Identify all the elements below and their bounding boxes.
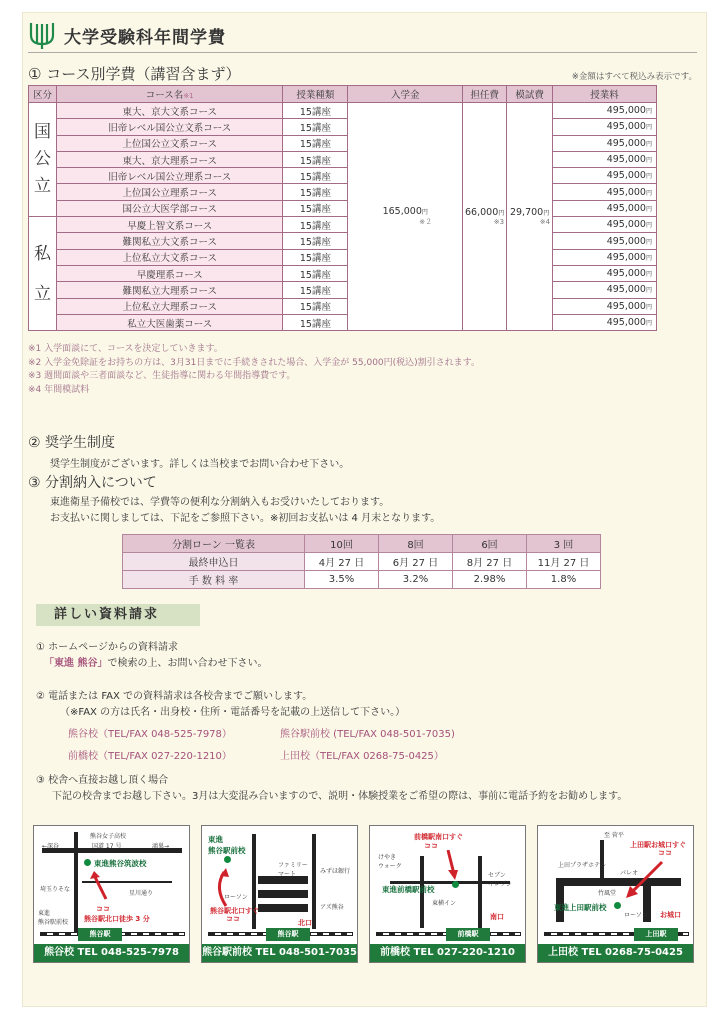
installment-section xyxy=(28,472,440,527)
header-course-ref: ※1 xyxy=(183,92,194,100)
map-walk: 上田駅お城口すぐ xyxy=(630,841,686,849)
map-maebashi xyxy=(369,825,526,963)
map-school: 東進熊谷筑波校 xyxy=(94,859,147,868)
map-exit: お城口 xyxy=(660,911,681,919)
loan-header-cell: 3 回 xyxy=(527,535,601,553)
search-keyword: 「東進 熊谷」 xyxy=(44,658,108,669)
course-type: 15講座 xyxy=(283,151,348,167)
request-web xyxy=(36,640,267,672)
map-here: ココ xyxy=(96,905,110,913)
map-ueda xyxy=(537,825,694,963)
yen-unit: 円 xyxy=(645,320,652,327)
course-type: 15講座 xyxy=(283,265,348,281)
header-course xyxy=(56,86,283,103)
tuition-fee-cell xyxy=(553,200,657,216)
tuition-fee-cell xyxy=(553,119,657,135)
request-phone xyxy=(36,689,520,765)
yen-unit: 円 xyxy=(421,209,428,217)
map-label: パレオ xyxy=(620,870,639,877)
yen-unit: 円 xyxy=(645,108,652,116)
course-name: 国公立大医学部コース xyxy=(56,200,283,216)
school-marker xyxy=(452,881,459,888)
fee-note: ※3 週間面談や三者面談など、生徒指導に関わる年間指導費です。 xyxy=(28,371,296,381)
course-name: 私立大医歯薬コース xyxy=(56,314,283,330)
loan-header-cell: 6回 xyxy=(453,535,527,553)
tuition-fee-cell xyxy=(553,233,657,249)
fee-table-header-row xyxy=(29,86,657,103)
tuition-fee: 495,000 xyxy=(606,219,646,231)
course-name: 上位国公立理系コース xyxy=(56,184,283,200)
tuition-fee-cell xyxy=(553,135,657,151)
map-label: 竹風堂 xyxy=(598,890,617,897)
map-road xyxy=(312,834,316,929)
fee-table-row xyxy=(29,265,657,281)
fee-notes xyxy=(28,343,480,397)
request-visit-body: 下記の校舎までお越し下さい。3月は大変混み合いますので、説明・体験授業をご希望の際は、事前に電話予約をお勧めします。 xyxy=(52,791,628,802)
installment-body-2: お支払いに関しましては、下記をご参照下さい。※初回お支払いは 4 月末となります。 xyxy=(50,513,441,524)
map-label: ローソン xyxy=(224,894,248,901)
loan-header-row xyxy=(123,535,601,553)
map-label: みずほ銀行 xyxy=(320,868,351,875)
course-type: 15講座 xyxy=(283,135,348,151)
map-exit: 南口 xyxy=(490,913,504,921)
map-label: 東進 熊谷駅前校 xyxy=(38,910,69,926)
phone-maebashi[interactable]: 前橋校（TEL/FAX 027-220-1210） xyxy=(68,751,232,762)
map-station: 前橋駅 xyxy=(446,928,490,941)
homeroom-ref: ※3 xyxy=(493,218,505,227)
tuition-fee-cell xyxy=(553,298,657,314)
yen-unit: 円 xyxy=(543,210,550,218)
map-footer: 熊谷駅前校 TEL 048-501-7035 xyxy=(202,944,357,962)
tuition-fee: 495,000 xyxy=(606,317,646,328)
scholarship-title: ② 奨学生制度 xyxy=(28,435,116,451)
fee-table-row xyxy=(29,119,657,135)
school-marker xyxy=(614,902,621,909)
course-name: 上位私立大理系コース xyxy=(56,298,283,314)
course-type: 15講座 xyxy=(283,168,348,184)
map-label: ←深谷 xyxy=(42,843,60,850)
tuition-fee: 495,000 xyxy=(606,251,646,263)
loan-header-cell: 分割ローン 一覧表 xyxy=(123,535,305,553)
map-label: セブン イレブン xyxy=(488,872,512,888)
header-divider xyxy=(28,52,697,53)
homeroom-fee-cell xyxy=(463,103,507,331)
request-web-title: ① ホームページからの資料請求 xyxy=(36,642,178,653)
course-fee-table xyxy=(28,85,657,331)
yen-unit: 円 xyxy=(645,189,652,197)
yen-unit: 円 xyxy=(645,124,652,132)
yen-unit: 円 xyxy=(645,205,652,213)
tuition-fee: 495,000 xyxy=(606,170,646,182)
map-road xyxy=(74,832,78,932)
course-type: 15講座 xyxy=(283,217,348,233)
map-label: 東横イン xyxy=(432,900,457,907)
mock-fee-cell xyxy=(507,103,553,331)
request-visit-title: ③ 校舎へ直接お越し頂く場合 xyxy=(36,775,169,786)
request-web-body: で検索の上、お問い合わせ下さい。 xyxy=(107,658,268,669)
tuition-fee: 495,000 xyxy=(606,268,646,280)
toshin-logo-icon xyxy=(28,20,56,50)
map-label: 至 菅平 xyxy=(604,832,624,839)
page-title: 大学受験科年間学費 xyxy=(64,27,226,48)
yen-unit: 円 xyxy=(645,157,652,165)
page-header xyxy=(28,20,226,50)
request-visit xyxy=(36,773,627,805)
entrance-fee: 165,000 xyxy=(382,206,422,218)
phone-kumagaya-ekimae[interactable]: 熊谷駅前校 (TEL/FAX 048-501-7035) xyxy=(280,729,455,740)
map-here: ココ xyxy=(226,915,240,923)
header-homeroom: 担任費 xyxy=(463,86,507,103)
tuition-fee-cell xyxy=(553,184,657,200)
map-walk: 前橋駅南口すぐ xyxy=(414,833,463,841)
tax-note: ※金額はすべて税込み表示です。 xyxy=(571,72,697,82)
map-row xyxy=(33,825,693,965)
entrance-ref: ※２ xyxy=(419,218,433,227)
tuition-fee: 495,000 xyxy=(606,121,646,133)
map-exit: 北口 xyxy=(298,919,312,927)
fee-note: ※1 入学面談にて、コースを決定していきます。 xyxy=(28,344,223,354)
installment-body-1: 東進衛星予備校では、学費等の便利な分割納入もお受けいたしております。 xyxy=(50,497,390,508)
map-label: けやき ウォーク xyxy=(378,854,402,870)
homeroom-fee: 66,000 xyxy=(465,207,499,219)
category-public: 国 公 立 xyxy=(29,103,57,217)
fee-table-row xyxy=(29,249,657,265)
map-label: 鴻巣→ xyxy=(152,843,170,850)
fee-note: ※4 年間模試料 xyxy=(28,384,90,395)
map-footer: 上田校 TEL 0268-75-0425 xyxy=(538,944,693,962)
loan-cell: 2.98% xyxy=(453,571,527,589)
mock-fee: 29,700 xyxy=(509,207,544,219)
course-type: 15講座 xyxy=(283,233,348,249)
course-name: 難関私立大理系コース xyxy=(56,282,283,298)
loan-cell: 最終申込日 xyxy=(123,553,305,571)
tuition-fee: 495,000 xyxy=(606,137,646,149)
phone-list xyxy=(68,727,520,765)
loan-cell: 4月 27 日 xyxy=(305,553,379,571)
phone-kumagaya[interactable]: 熊谷校（TEL/FAX 048-525-7978） xyxy=(68,729,232,740)
yen-unit: 円 xyxy=(645,303,652,311)
loan-header-cell: 8回 xyxy=(379,535,453,553)
tuition-fee-cell xyxy=(553,151,657,167)
yen-unit: 円 xyxy=(645,173,652,181)
course-name: 旧帝レベル国公立文系コース xyxy=(56,119,283,135)
map-here: ココ xyxy=(658,849,672,857)
fee-table-row xyxy=(29,184,657,200)
course-name: 早慶上智文系コース xyxy=(56,217,283,233)
fee-table-row xyxy=(29,135,657,151)
map-here: ココ xyxy=(424,842,438,850)
yen-unit: 円 xyxy=(645,222,652,230)
loan-cell: 3.2% xyxy=(379,571,453,589)
loan-cell: 8月 27 日 xyxy=(453,553,527,571)
fee-table-row xyxy=(29,282,657,298)
fee-table-row xyxy=(29,151,657,167)
map-footer: 熊谷校 TEL 048-525-7978 xyxy=(34,944,189,962)
school-marker xyxy=(224,856,231,863)
loan-cell: 手 数 料 率 xyxy=(123,571,305,589)
loan-row xyxy=(123,571,601,589)
course-type: 15講座 xyxy=(283,103,348,119)
map-label: 国道 17 号 xyxy=(92,843,122,850)
yen-unit: 円 xyxy=(645,140,652,148)
yen-unit: 円 xyxy=(645,238,652,246)
header-entrance: 入学金 xyxy=(348,86,463,103)
map-station: 熊谷駅 xyxy=(266,928,310,941)
course-type: 15講座 xyxy=(283,282,348,298)
map-walk: 熊谷駅北口すぐ xyxy=(210,907,259,915)
map-station: 上田駅 xyxy=(634,928,678,941)
loan-row xyxy=(123,553,601,571)
course-name: 上位私立大文系コース xyxy=(56,249,283,265)
map-road xyxy=(478,856,482,928)
header-course-label: コース名 xyxy=(145,90,184,101)
tuition-fee: 495,000 xyxy=(606,235,646,247)
course-name: 東大、京大理系コース xyxy=(56,151,283,167)
tuition-fee-cell xyxy=(553,103,657,119)
map-road xyxy=(258,890,308,898)
header-category: 区分 xyxy=(29,86,57,103)
map-label: アズ熊谷 xyxy=(320,904,344,911)
map-footer: 前橋校 TEL 027-220-1210 xyxy=(370,944,525,962)
course-type: 15講座 xyxy=(283,249,348,265)
tuition-fee: 495,000 xyxy=(606,154,646,166)
loan-table xyxy=(122,534,601,589)
loan-cell: 1.8% xyxy=(527,571,601,589)
loan-header-cell: 10回 xyxy=(305,535,379,553)
loan-cell: 11月 27 日 xyxy=(527,553,601,571)
tuition-fee: 495,000 xyxy=(606,284,646,296)
map-school: 東進上田駅前校 xyxy=(554,903,607,912)
yen-unit: 円 xyxy=(645,254,652,262)
entrance-fee-cell xyxy=(348,103,463,331)
tuition-fee: 495,000 xyxy=(606,300,646,312)
tuition-fee-cell xyxy=(553,168,657,184)
course-type: 15講座 xyxy=(283,200,348,216)
fee-table-row xyxy=(29,103,657,119)
school-marker xyxy=(84,859,91,866)
category-private: 私 立 xyxy=(29,217,57,331)
request-title: 詳しい資料請求 xyxy=(36,604,200,626)
loan-cell: 3.5% xyxy=(305,571,379,589)
installment-title: ③ 分割納入について xyxy=(28,475,157,491)
course-type: 15講座 xyxy=(283,184,348,200)
fee-table-row xyxy=(29,200,657,216)
request-phone-title: ② 電話または FAX での資料請求は各校舎までご願いします。 xyxy=(36,691,313,702)
fee-table-row xyxy=(29,298,657,314)
tuition-fee: 495,000 xyxy=(606,186,646,198)
red-arrow-icon xyxy=(626,860,666,900)
fee-table-row xyxy=(29,233,657,249)
course-name: 難関私立大文系コース xyxy=(56,233,283,249)
map-school: 東進 熊谷駅前校 xyxy=(208,835,246,855)
red-arrow-icon xyxy=(90,871,110,901)
map-label: ファミリー マート xyxy=(278,862,308,878)
course-name: 東大、京大文系コース xyxy=(56,103,283,119)
scholarship-body: 奨学生制度がございます。詳しくは当校までお問い合わせ下さい。 xyxy=(50,459,350,470)
fee-table-row xyxy=(29,168,657,184)
course-type: 15講座 xyxy=(283,314,348,330)
map-kumagaya xyxy=(33,825,190,963)
phone-ueda[interactable]: 上田校（TEL/FAX 0268-75-0425） xyxy=(280,751,444,762)
map-label: 星川通り xyxy=(129,890,154,897)
map-label: 上田プラザホテル xyxy=(558,862,606,869)
request-web-line xyxy=(44,656,267,672)
red-arrow-icon xyxy=(212,868,234,908)
course-name: 旧帝レベル国公立理系コース xyxy=(56,168,283,184)
map-walk: 熊谷駅北口徒歩 3 分 xyxy=(84,915,150,923)
map-label: ローソン xyxy=(624,912,648,919)
fee-note: ※2 入学金免除証をお持ちの方は、3月31日までに手続きされた場合、入学金が 55,000円(税込)割引されます。 xyxy=(28,357,480,368)
yen-unit: 円 xyxy=(645,287,652,295)
header-type: 授業種類 xyxy=(283,86,348,103)
map-label: 熊谷女子高校 xyxy=(90,833,127,840)
course-name: 早慶理系コース xyxy=(56,265,283,281)
header-tuition: 授業料 xyxy=(553,86,657,103)
map-road xyxy=(556,878,564,922)
map-label: 埼玉りそな xyxy=(40,886,71,893)
request-phone-note: （※FAX の方は氏名・出身校・住所・電話番号を記載の上送信して下さい。） xyxy=(60,707,406,718)
map-kumagaya-ekimae xyxy=(201,825,358,963)
yen-unit: 円 xyxy=(645,271,652,279)
scholarship-section xyxy=(28,432,349,470)
tuition-fee: 495,000 xyxy=(606,105,646,117)
course-type: 15講座 xyxy=(283,298,348,314)
section1-title: ① コース別学費（講習含まず） xyxy=(28,65,241,83)
mock-ref: ※4 xyxy=(539,218,551,227)
yen-unit: 円 xyxy=(498,210,505,218)
tuition-fee-cell xyxy=(553,314,657,330)
course-type: 15講座 xyxy=(283,119,348,135)
map-road xyxy=(258,904,308,912)
tuition-fee-cell xyxy=(553,249,657,265)
tuition-fee-cell xyxy=(553,265,657,281)
loan-cell: 6月 27 日 xyxy=(379,553,453,571)
fee-table-row xyxy=(29,314,657,330)
course-name: 上位国公立文系コース xyxy=(56,135,283,151)
header-mock: 模試費 xyxy=(507,86,553,103)
tuition-fee: 495,000 xyxy=(606,202,646,214)
tuition-fee-cell xyxy=(553,282,657,298)
map-school: 東進前橋駅前校 xyxy=(382,885,435,894)
fee-table-row xyxy=(29,217,657,233)
map-station: 熊谷駅 xyxy=(78,928,122,941)
red-arrow-icon xyxy=(444,850,460,880)
tuition-fee-cell xyxy=(553,217,657,233)
